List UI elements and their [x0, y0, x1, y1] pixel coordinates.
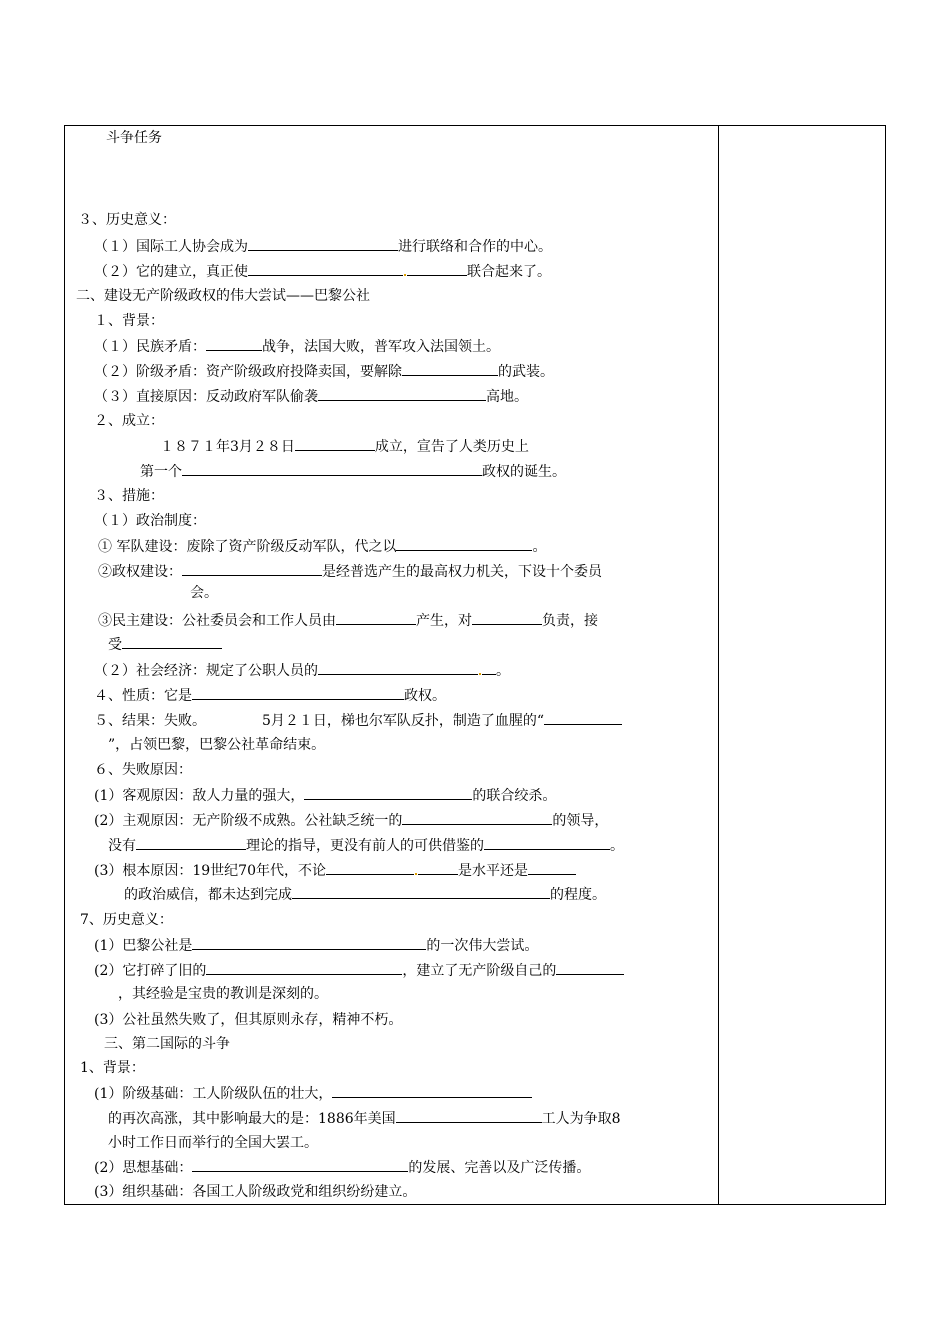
text-line: 小时工作日而举行的全国大罢工。: [108, 1135, 318, 1151]
fill-blank[interactable]: [318, 660, 478, 675]
text-line: 的再次高涨，其中影响最大的是：1886年美国 工人为争取8: [108, 1108, 621, 1128]
fill-blank[interactable]: [482, 660, 496, 675]
fill-blank[interactable]: [122, 634, 222, 649]
text-line: (3）根本原因：19世纪70年代，不论 是水平还是: [94, 860, 576, 880]
section-heading: 1、背景：: [80, 1060, 145, 1076]
section-heading: 7、历史意义：: [80, 912, 173, 928]
section-heading: ３、历史意义：: [78, 212, 176, 228]
fill-blank[interactable]: [248, 261, 403, 276]
fill-blank[interactable]: [182, 461, 482, 476]
fill-blank[interactable]: [484, 835, 610, 850]
fill-blank[interactable]: [192, 1157, 408, 1172]
text-line: （１）国际工人协会成为 进行联络和合作的中心。: [94, 236, 552, 256]
text-line: １８７１年3月２８日 成立，宣告了人类历史上: [160, 436, 529, 456]
fill-blank[interactable]: [326, 860, 414, 875]
fill-blank[interactable]: [402, 810, 552, 825]
section-heading: 二、建设无产阶级政权的伟大尝试——巴黎公社: [76, 288, 370, 304]
text-line: (1）巴黎公社是 的一次伟大尝试。: [94, 935, 538, 955]
text-line: (3）组织基础：各国工人阶级政党和组织纷纷建立。: [94, 1184, 417, 1200]
text-line: （２）阶级矛盾：资产阶级政府投降卖国，要解除 的武装。: [94, 361, 554, 381]
text-line: ４、性质：它是 政权。: [94, 685, 446, 705]
section-heading: ６、失败原因：: [94, 762, 192, 778]
column-divider: [718, 125, 719, 1205]
text-line: 受: [108, 634, 222, 654]
text-line: 斗争任务: [106, 130, 162, 146]
text-line: (2）它打碎了旧的 ，建立了无产阶级自己的: [94, 960, 624, 980]
fill-blank[interactable]: [396, 536, 532, 551]
fill-blank[interactable]: [304, 785, 472, 800]
fill-blank[interactable]: [528, 860, 576, 875]
fill-blank[interactable]: [336, 610, 416, 625]
text-line: ③民主建设：公社委员会和工作人员由 产生，对 负责，接: [98, 610, 598, 630]
fill-blank[interactable]: [248, 236, 398, 251]
fill-blank[interactable]: [407, 261, 467, 276]
text-line: ① 军队建设：废除了资产阶级反动军队，代之以 。: [98, 536, 546, 556]
text-line: ５、结果：失败。 5月２１日，梯也尔军队反扑，制造了血腥的“: [94, 710, 622, 730]
text-line: (2）主观原因：无产阶级不成熟。公社缺乏统一的 的领导，: [94, 810, 608, 830]
fill-blank[interactable]: [292, 884, 550, 899]
text-line: (1）阶级基础：工人阶级队伍的壮大，: [94, 1083, 532, 1103]
fill-blank[interactable]: [402, 361, 498, 376]
text-line: 会。: [190, 585, 218, 601]
fill-blank[interactable]: [182, 561, 322, 576]
section-heading: 三、第二国际的斗争: [104, 1036, 230, 1052]
fill-blank[interactable]: [136, 835, 246, 850]
text-line: ”，占领巴黎，巴黎公社革命结束。: [108, 737, 326, 753]
fill-blank[interactable]: [295, 436, 375, 451]
fill-blank[interactable]: [318, 386, 486, 401]
text-line: 没有 理论的指导，更没有前人的可供借鉴的 。: [108, 835, 624, 855]
text-line: (1）客观原因：敌人力量的强大， 的联合绞杀。: [94, 785, 556, 805]
section-heading: ３、措施：: [94, 488, 164, 504]
text-line: （１）政治制度：: [94, 513, 206, 529]
fill-blank[interactable]: [206, 336, 262, 351]
text-line: 的政治威信，都未达到完成 的程度。: [124, 884, 606, 904]
fill-blank[interactable]: [192, 685, 404, 700]
section-heading: １、背景：: [94, 313, 164, 329]
text-line: 第一个 政权的诞生。: [140, 461, 566, 481]
text-line: (2）思想基础： 的发展、完善以及广泛传播。: [94, 1157, 590, 1177]
text-line: （２）它的建立，真正使 联合起来了。: [94, 261, 551, 281]
text-line: (3）公社虽然失败了，但其原则永存，精神不朽。: [94, 1012, 403, 1028]
text-line: （２）社会经济：规定了公职人员的 。: [94, 660, 510, 680]
text-line: （３）直接原因：反动政府军队偷袭 高地。: [94, 386, 528, 406]
text-line: ，其经验是宝贵的教训是深刻的。: [118, 986, 328, 1002]
fill-blank[interactable]: [418, 860, 458, 875]
fill-blank[interactable]: [206, 960, 402, 975]
fill-blank[interactable]: [192, 935, 426, 950]
section-heading: ２、成立：: [94, 413, 164, 429]
text-line: （１）民族矛盾： 战争，法国大败，普军攻入法国领土。: [94, 336, 500, 356]
fill-blank[interactable]: [556, 960, 624, 975]
text-line: ②政权建设： 是经普选产生的最高权力机关，下设十个委员: [98, 561, 602, 581]
fill-blank[interactable]: [472, 610, 542, 625]
fill-blank[interactable]: [544, 710, 622, 725]
fill-blank[interactable]: [396, 1108, 542, 1123]
fill-blank[interactable]: [332, 1083, 532, 1098]
